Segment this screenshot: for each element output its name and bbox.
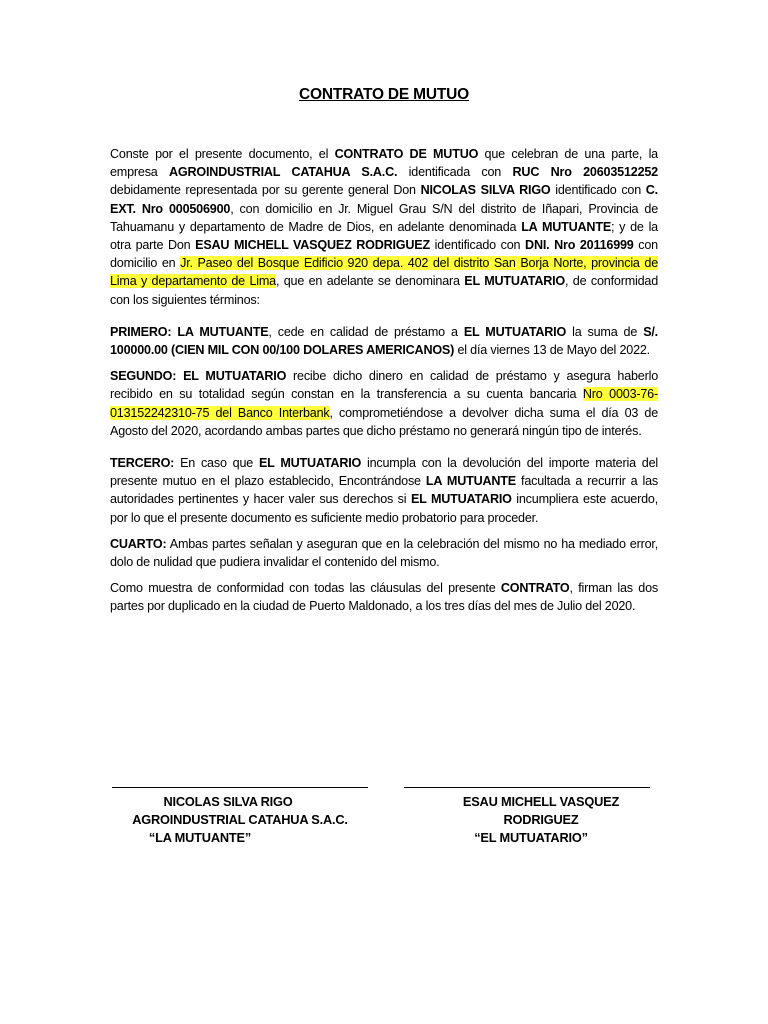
borrower-name: ESAU MICHELL VASQUEZ RODRIGUEZ bbox=[195, 238, 430, 253]
lender-id: C. EXT. Nro 000506900 bbox=[110, 183, 658, 216]
contract-name: CONTRATO DE MUTUO bbox=[334, 147, 479, 161]
borrower-label: EL MUTUATARIO bbox=[464, 274, 566, 289]
lender-label: LA MUTUANTE bbox=[521, 219, 612, 234]
closing-paragraph: Como muestra de conformidad con todas las cláusulas del presente CONTRATO, firman las dos partes por duplicado en la ciudad de Puerto Maldonado, a los tres días del mes de Julio del 2020. bbox=[110, 581, 658, 614]
clause-cuarto: CUARTO: Ambas partes señalan y aseguran que en la celebración del mismo no ha mediado error, dolo de nulidad que pudiera invalidar el contenido del mismo. bbox=[110, 536, 658, 570]
document-title: CONTRATO DE MUTUO bbox=[299, 86, 469, 103]
clause-primero: PRIMERO: LA MUTUANTE, cede en calidad de préstamo a EL MUTUATARIO la suma de S/. 100000.00 (CIEN MIL CON 00/100 DOLARES AMERICANOS) el día viernes 13 de Mayo del 2022. bbox=[110, 324, 658, 358]
clause-segundo: SEGUNDO: EL MUTUATARIO recibe dicho dinero en calidad de préstamo y asegura haberlo recibido en su totalidad según constan en la transferencia a su cuenta bancaria Nro 0003-76-013152242310-75 del Banco Interbank, comprometiéndose a devolver dicha suma el día 03 de Agosto del 2020, acordando ambas partes que dicho préstamo no generará ningún tipo de interés. bbox=[110, 369, 658, 438]
signature-line bbox=[404, 787, 650, 788]
clause-heading: SEGUNDO: EL MUTUATARIO bbox=[110, 369, 287, 384]
signer-role: “EL MUTUATARIO” bbox=[474, 830, 588, 845]
company-ruc: RUC Nro 20603512252 bbox=[512, 165, 658, 180]
signer-name: ESAU MICHELL VASQUEZ RODRIGUEZ bbox=[462, 794, 620, 827]
clause-heading: CUARTO: bbox=[110, 536, 167, 551]
clause-heading: TERCERO: bbox=[110, 456, 175, 471]
clause-tercero: TERCERO: En caso que EL MUTUATARIO incumpla con la devolución del importe materia del presente mutuo en el plazo establecido, Encontrándose LA MUTUANTE facultada a recurrir a las autoridades pertinentes y hacer valer sus derechos si EL MUTUATARIO incumpliera este acuerdo, por lo que el presente documento es suficiente medio probatorio para proceder. bbox=[110, 456, 658, 525]
signature-block-lender bbox=[112, 787, 368, 847]
borrower-address-highlight: Jr. Paseo del Bosque Edificio 920 depa. 402 del distrito San Borja Norte, provincia de Lima y departamento de Lima bbox=[110, 256, 658, 289]
company-name: AGROINDUSTRIAL CATAHUA S.A.C. bbox=[169, 165, 398, 180]
signer-name: NICOLAS SILVA RIGO bbox=[163, 794, 293, 809]
signature-block-borrower bbox=[404, 787, 650, 847]
lender-representative: NICOLAS SILVA RIGO bbox=[420, 183, 551, 198]
signature-line bbox=[112, 787, 368, 788]
intro-paragraph: Conste por el presente documento, el CONTRATO DE MUTUO que celebran de una parte, la empresa AGROINDUSTRIAL CATAHUA S.A.C. identificada con RUC Nro 20603512252 debidamente representada por su gerente general Don NICOLAS SILVA RIGO identificado con C. EXT. Nro 000506900, con domicilio en Jr. Miguel Grau S/N del distrito de Iñapari, Provincia de Tahuamanu y departamento de Madre de Dios, en adelante denominada LA MUTUANTE; y de la otra parte Don ESAU MICHELL VASQUEZ RODRIGUEZ identificado con DNI. Nro 20116999 con domicilio en Jr. Paseo del Bosque Edificio 920 depa. 402 del distrito San Borja Norte, provincia de Lima y departamento de Lima, que en adelante se denominara EL MUTUATARIO, de conformidad con los siguientes términos: bbox=[110, 147, 659, 307]
clause-heading: PRIMERO: LA MUTUANTE bbox=[110, 324, 269, 339]
borrower-dni: DNI. Nro 20116999 bbox=[525, 238, 634, 253]
signer-company: AGROINDUSTRIAL CATAHUA S.A.C. bbox=[132, 812, 348, 827]
loan-amount: S/. 100000.00 (CIEN MIL CON 00/100 DOLARES AMERICANOS) bbox=[110, 324, 658, 358]
signer-role: “LA MUTUANTE” bbox=[148, 830, 252, 845]
bank-account-highlight: Nro 0003-76-013152242310-75 del Banco Interbank bbox=[110, 387, 658, 420]
contract-body bbox=[110, 145, 658, 630]
